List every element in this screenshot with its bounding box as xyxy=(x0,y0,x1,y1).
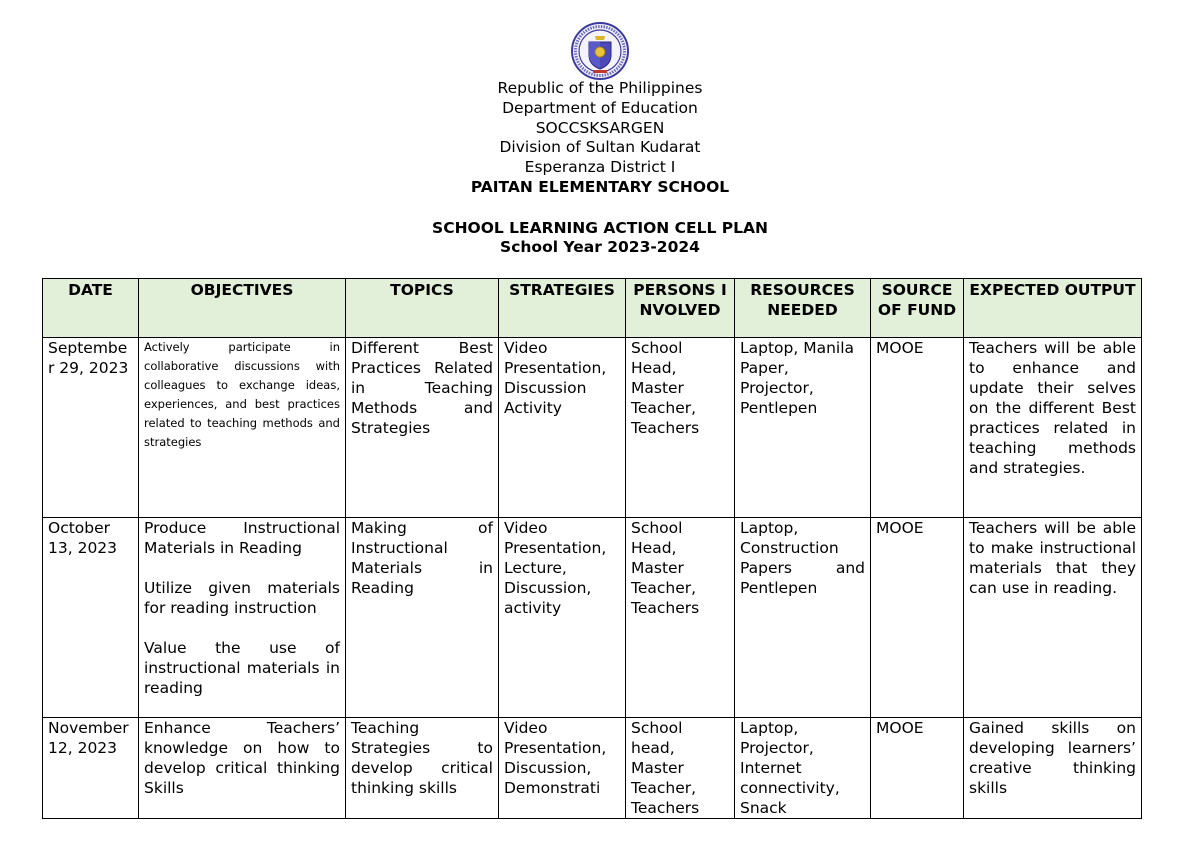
table-header-row xyxy=(43,279,1142,338)
header-persons-involved: PERSONS INVOLVED xyxy=(626,279,735,338)
cell-objectives xyxy=(139,518,346,718)
cell-topics: Making of Instructional Materials in Reading xyxy=(346,518,499,718)
cell-date: October 13, 2023 xyxy=(43,518,139,718)
cell-fund: MOOE xyxy=(871,518,964,718)
slac-plan-table xyxy=(42,278,1142,819)
cell-strategies xyxy=(499,718,626,819)
header-topics: TOPICS xyxy=(346,279,499,338)
header-region: SOCCSKSARGEN xyxy=(535,118,665,137)
cell-persons: School Head, Master Teacher, Teachers xyxy=(626,518,735,718)
header-school: PAITAN ELEMENTARY SCHOOL xyxy=(470,177,730,196)
cell-strategies: Video Presentation, Discussion Activity xyxy=(499,338,626,518)
table-row xyxy=(43,518,1142,718)
header-division: Division of Sultan Kudarat xyxy=(499,138,701,157)
table-row xyxy=(43,718,1142,819)
objective-text: Utilize given materials for reading instruction xyxy=(144,579,340,617)
plan-title: SCHOOL LEARNING ACTION CELL PLAN xyxy=(432,219,768,237)
cell-resources: Laptop, Projector, Internet connectivity, Snack xyxy=(735,718,871,819)
header-expected-output: EXPECTED OUTPUT xyxy=(964,279,1142,338)
objective-text: Actively participate in collaborative discussions with colleagues to exchange ideas, experiences, and best practices related to teaching methods and strategies xyxy=(144,340,340,449)
objective-text: Enhance Teachers’ knowledge on how to develop critical thinking Skills xyxy=(144,719,340,797)
header-republic: Republic of the Philippines xyxy=(497,79,703,97)
cell-resources: Laptop, Manila Paper, Projector, Pentlepen xyxy=(735,338,871,518)
deped-seal-logo xyxy=(571,22,629,80)
cell-objectives xyxy=(139,718,346,819)
document-title xyxy=(0,219,1200,257)
cell-resources: Laptop, Construction Papers and Pentlepen xyxy=(735,518,871,718)
header-strategies: STRATEGIES xyxy=(499,279,626,338)
cell-fund: MOOE xyxy=(871,338,964,518)
strategies-text: Video Presentation, Discussion, xyxy=(504,719,607,777)
strategies-extra: Demonstrati xyxy=(504,779,601,797)
header-resources-needed: RESOURCES NEEDED xyxy=(735,279,871,338)
cell-persons: School head, Master Teacher, Teachers xyxy=(626,718,735,819)
cell-date: September 29, 2023 xyxy=(43,338,139,518)
header-department: Department of Education xyxy=(502,98,698,117)
objective-text: Produce Instructional Materials in Reading xyxy=(144,519,340,557)
document-header xyxy=(0,79,1200,198)
header-date: DATE xyxy=(43,279,139,338)
cell-expected-output: Gained skills on developing learners’ creative thinking skills xyxy=(964,718,1142,819)
cell-topics: Teaching Strategies to develop critical thinking skills xyxy=(346,718,499,819)
cell-date: November 12, 2023 xyxy=(43,718,139,819)
header-source-of-fund: SOURCE OF FUND xyxy=(871,279,964,338)
school-year: School Year 2023-2024 xyxy=(500,238,700,256)
cell-expected-output: Teachers will be able to make instructional materials that they can use in reading. xyxy=(964,518,1142,718)
cell-strategies: Video Presentation, Lecture, Discussion, activity xyxy=(499,518,626,718)
header-objectives: OBJECTIVES xyxy=(139,279,346,338)
table-row xyxy=(43,338,1142,518)
cell-fund: MOOE xyxy=(871,718,964,819)
cell-expected-output: Teachers will be able to enhance and update their selves on the different Best practices related in teaching methods and strategies. xyxy=(964,338,1142,518)
objective-text: Value the use of instructional materials in reading xyxy=(144,639,340,697)
header-district: Esperanza District I xyxy=(524,158,676,177)
cell-objectives xyxy=(139,338,346,518)
cell-topics: Different Best Practices Related in Teaching Methods and Strategies xyxy=(346,338,499,518)
cell-persons: School Head, Master Teacher, Teachers xyxy=(626,338,735,518)
